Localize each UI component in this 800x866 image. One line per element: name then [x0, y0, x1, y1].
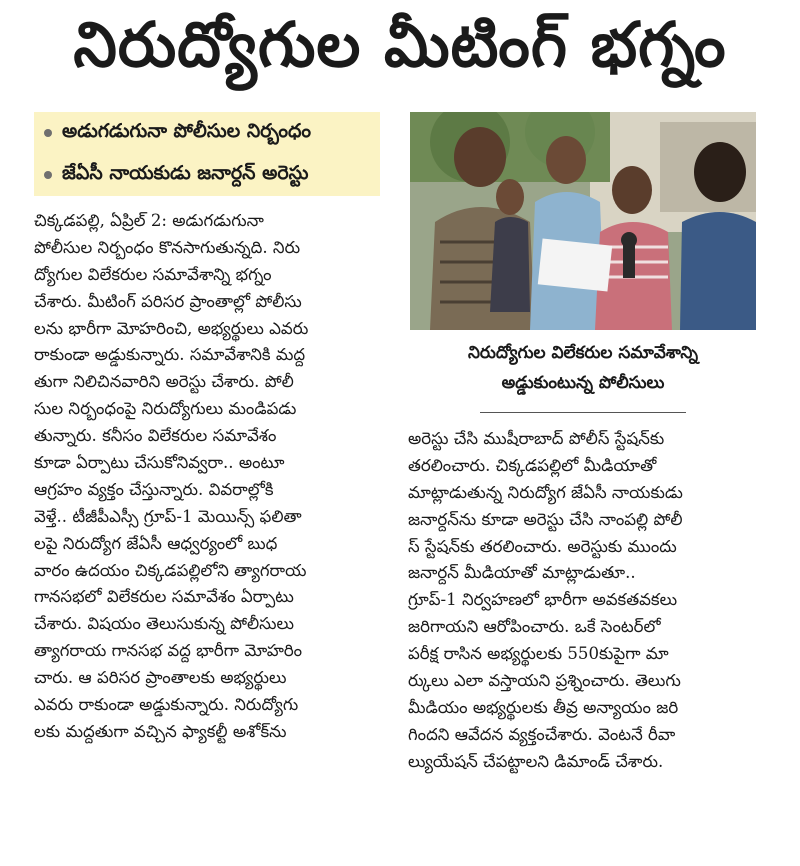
caption-line: నిరుద్యోగుల విలేకరుల సమావేశాన్ని — [467, 343, 699, 363]
article-line: వారం ఉదయం చిక్కడపల్లిలోని త్యాగరాయ — [34, 560, 307, 580]
article-line: వెళ్తే.. టీజీపీఎస్సీ గ్రూప్-1 మెయిన్స్ ఫలితా — [34, 506, 302, 526]
article-line: రాకుండా అడ్డుకున్నారు. సమావేశానికి మద్ద — [34, 345, 306, 365]
article-line: జరిగాయని ఆరోపించారు. ఒకే సెంటర్‌లో — [408, 617, 661, 637]
article-line: చారు. ఆ పరిసర ప్రాంతాలకు అభ్యర్థులు — [34, 668, 287, 688]
article-line: ర్కులు ఎలా వస్తాయని ప్రశ్నించారు. తెలుగు — [408, 671, 681, 691]
article-line: పోలీసుల నిర్బంధం కొనసాగుతున్నది. నిరు — [34, 237, 301, 257]
article-line: త్యాగరాయ గానసభ వద్ద భారీగా మోహరిం — [34, 641, 303, 661]
article-line: తున్నారు. కనీసం విలేకరుల సమావేశం — [34, 426, 277, 446]
subhead — [34, 154, 380, 196]
article-line: మాట్లాడుతున్న నిరుద్యోగ జేఏసీ నాయకుడు — [408, 482, 683, 502]
article-line: గ్రూప్-1 నిర్వహణలో భారీగా అవకతవకలు — [408, 590, 678, 610]
article-line: చేశారు. విషయం తెలుసుకున్న పోలీసులు — [34, 614, 295, 634]
article-line: స్ స్టేషన్‌కు తరలించారు. అరెస్టుకు ముందు — [408, 536, 677, 556]
caption-line: అడ్డుకుంటున్న పోలీసులు — [501, 373, 665, 393]
article-line: లకు మద్దతుగా వచ్చిన ఫ్యాకల్టీ అశోక్‌ను — [34, 721, 287, 741]
article-line: చేశారు. మీటింగ్ పరిసర ప్రాంతాల్లో పోలీసు — [34, 291, 302, 311]
article-line: ద్యోగుల విలేకరుల సమావేశాన్ని భగ్నం — [34, 264, 272, 284]
article-line: ల్యుయేషన్ చేపట్టాలని డిమాండ్ చేశారు. — [408, 751, 664, 771]
headline: నిరుద్యోగుల మీటింగ్ భగ్నం — [73, 8, 727, 81]
bullet-icon — [44, 171, 52, 179]
article-line: చిక్కడపల్లి, ఏప్రిల్ 2: అడుగడుగునా — [34, 211, 264, 230]
article-line: గానసభలో విలేకరుల సమావేశం ఏర్పాటు — [34, 587, 294, 607]
article-left-column — [34, 208, 386, 746]
photo-illustration — [410, 112, 756, 330]
article-line: గిందని ఆవేదన వ్యక్తంచేశారు. వెంటనే రీవా — [408, 724, 676, 744]
article-right-column — [408, 426, 756, 776]
article-line: జనార్దన్ మీడియాతో మాట్లాడుతూ.. — [408, 563, 636, 583]
photo-caption — [410, 338, 756, 398]
news-photo — [410, 112, 756, 330]
article-line: లపై నిరుద్యోగ జేఏసీ ఆధ్వర్యంలో బుధ — [34, 533, 278, 553]
article-line: సుల నిర్బంధంపై నిరుద్యోగులు మండిపడు — [34, 399, 297, 419]
subhead-text: జేఏసీ నాయకుడు జనార్దన్ అరెస్టు — [62, 161, 309, 184]
article-line: అరెస్టు చేసి ముషీరాబాద్ పోలీస్ స్టేషన్‌కు — [408, 429, 665, 448]
subheads-box — [34, 112, 380, 196]
article-line: తుగా నిలిచినవారిని అరెస్టు చేశారు. పోలీ — [34, 372, 294, 392]
subhead — [34, 112, 380, 154]
article-line: ఎవరు రాకుండా అడ్డుకున్నారు. నిరుద్యోగు — [34, 695, 299, 715]
bullet-icon — [44, 129, 52, 137]
subhead-text: అడుగడుగునా పోలీసుల నిర్బంధం — [62, 119, 312, 142]
article-line: లను భారీగా మోహరించి, అభ్యర్థులు ఎవరు — [34, 318, 309, 338]
article-line: జనార్దన్‌ను కూడా అరెస్టు చేసి నాంపల్లి పోలీ — [408, 509, 683, 529]
article-line: ఆగ్రహం వ్యక్తం చేస్తున్నారు. వివరాల్లోకి — [34, 479, 274, 499]
article-line: పరీక్ష రాసిన అభ్యర్థులకు 550కుపైగా మా — [408, 644, 669, 664]
caption-divider — [480, 412, 686, 413]
article-line: కూడా ఏర్పాటు చేసుకోనివ్వరా.. అంటూ — [34, 453, 285, 473]
article-line: తరలించారు. చిక్కడపల్లిలో మీడియాతో — [408, 455, 657, 475]
article-line: మీడియం అభ్యర్థులకు తీవ్ర అన్యాయం జరి — [408, 697, 679, 717]
